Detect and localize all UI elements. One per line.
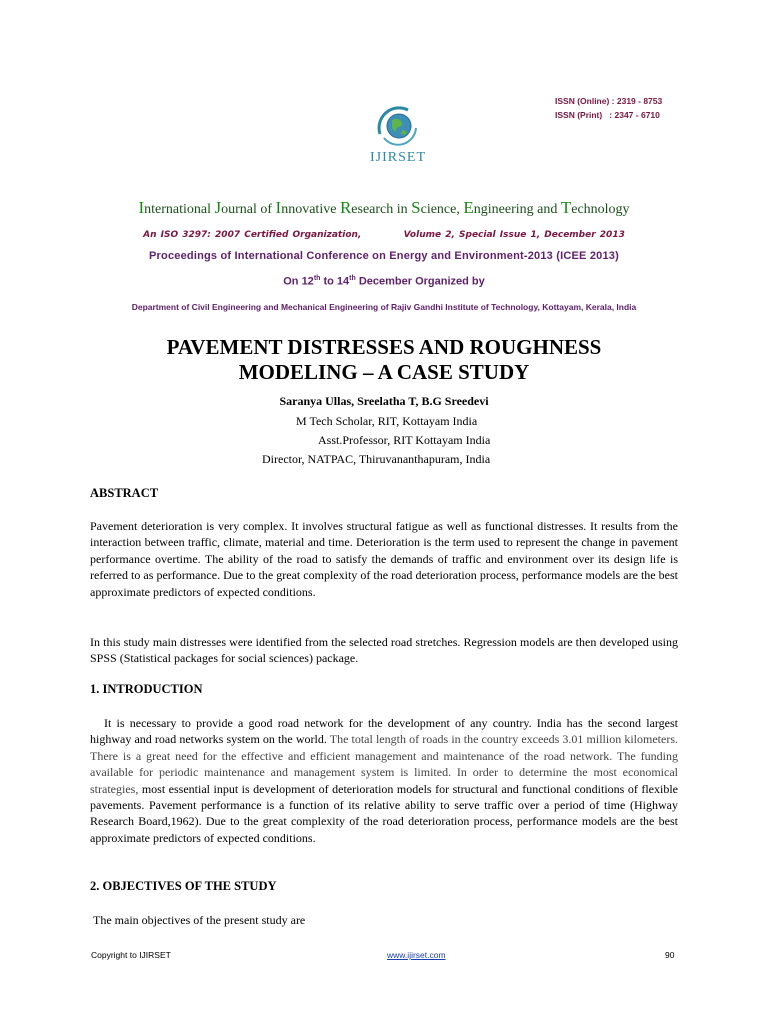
journal-title-initial: I xyxy=(138,198,145,217)
journal-title-word: ournal of xyxy=(221,202,276,217)
affiliation: Asst.Professor, RIT Kottayam India xyxy=(318,433,491,447)
dates-superscript: th xyxy=(313,275,321,282)
abstract-heading: ABSTRACT xyxy=(90,486,159,500)
journal-title-word: ngineering and xyxy=(473,202,561,217)
journal-title-initial: I xyxy=(275,198,282,217)
introduction-text: It is necessary to provide a good road network for the development of any country. India has the second largest highway and road networks system on the world. xyxy=(90,716,678,747)
journal-title-initial: T xyxy=(560,198,572,217)
abstract-paragraph: In this study main distresses were identified from the selected road stretches. Regression models are then developed using SPSS (Statistical packages for social sciences) package. xyxy=(90,635,678,666)
dates-text: On 12 xyxy=(283,275,314,288)
footer-website-link[interactable]: www.ijirset.com xyxy=(387,950,446,960)
affiliation: M Tech Scholar, RIT, Kottayam India xyxy=(296,414,478,428)
paper-title-line: MODELING – A CASE STUDY xyxy=(238,360,530,384)
dates-text: December Organized by xyxy=(355,275,485,288)
journal-title-initial: E xyxy=(463,198,474,217)
introduction-paragraph xyxy=(90,715,678,846)
journal-title-word: esearch in xyxy=(351,202,412,217)
introduction-text: The total length of roads in the country exceeds 3.01 million kilometers. There is a great need for the effective and efficient management and maintenance of the road network. The funding available for periodic maintenance and management system is limited. In order to determine the most economical strategies, xyxy=(90,732,678,796)
dates-text: to 14 xyxy=(320,275,350,288)
paper-title xyxy=(0,335,768,385)
journal-title-initial: S xyxy=(411,198,421,217)
journal-title-word: nnovative xyxy=(281,202,340,217)
objectives-heading: 2. OBJECTIVES OF THE STUDY xyxy=(90,879,277,893)
issn-online: ISSN (Online) : 2319 - 8753 xyxy=(555,96,663,106)
page-number: 90 xyxy=(665,950,675,960)
certification-line xyxy=(0,230,768,240)
certified-organization: An ISO 3297: 2007 Certified Organization, xyxy=(143,230,362,240)
department-line: Department of Civil Engineering and Mechanical Engineering of Rajiv Gandhi Institute of Technology, Kottayam, Kerala, India xyxy=(131,302,637,312)
journal-title-initial: J xyxy=(214,198,222,217)
journal-title-word: echnology xyxy=(571,202,630,217)
journal-title xyxy=(0,198,768,218)
paper-title-line: PAVEMENT DISTRESSES AND ROUGHNESS xyxy=(166,335,602,359)
issn-print: ISSN (Print) : 2347 - 6710 xyxy=(555,110,660,120)
journal-title-initial: R xyxy=(339,198,352,217)
volume-issue: Volume 2, Special Issue 1, December 2013 xyxy=(403,230,625,240)
journal-title-word: nternational xyxy=(144,202,215,217)
journal-title-word: cience, xyxy=(420,202,464,217)
objectives-text: The main objectives of the present study are xyxy=(93,913,306,927)
affiliation: Director, NATPAC, Thiruvananthapuram, India xyxy=(262,452,491,466)
abstract-paragraph: Pavement deterioration is very complex. It involves structural fatigue as well as functional distresses. It results from the interaction between traffic, climate, material and time. Deterioration is the term used to represent the change in pavement performance overtime. The ability of the road to satisfy the demands of traffic and environment over its design life is referred to as performance. Due to the great complexity of the road deterioration process, performance models are the best approximate predictors of expected conditions. xyxy=(90,519,678,599)
authors: Saranya Ullas, Sreelatha T, B.G Sreedevi xyxy=(279,394,489,408)
conference-dates xyxy=(0,275,768,288)
dates-superscript: th xyxy=(349,275,356,282)
footer-copyright: Copyright to IJIRSET xyxy=(91,950,171,960)
introduction-heading: 1. INTRODUCTION xyxy=(90,682,203,696)
logo-text: IJIRSET xyxy=(370,150,426,165)
introduction-text: most essential input is development of deterioration models for structural and functional conditions of flexible pavements. Pavement performance is a function of its relative ability to serve traffic over a period of time (Highway Research Board,1962). Due to the great complexity of the road deterioration process, performance models are the best approximate predictors of expected conditions. xyxy=(90,781,678,845)
proceedings-line: Proceedings of International Conference on Energy and Environment-2013 (ICEE 2013) xyxy=(149,250,619,262)
